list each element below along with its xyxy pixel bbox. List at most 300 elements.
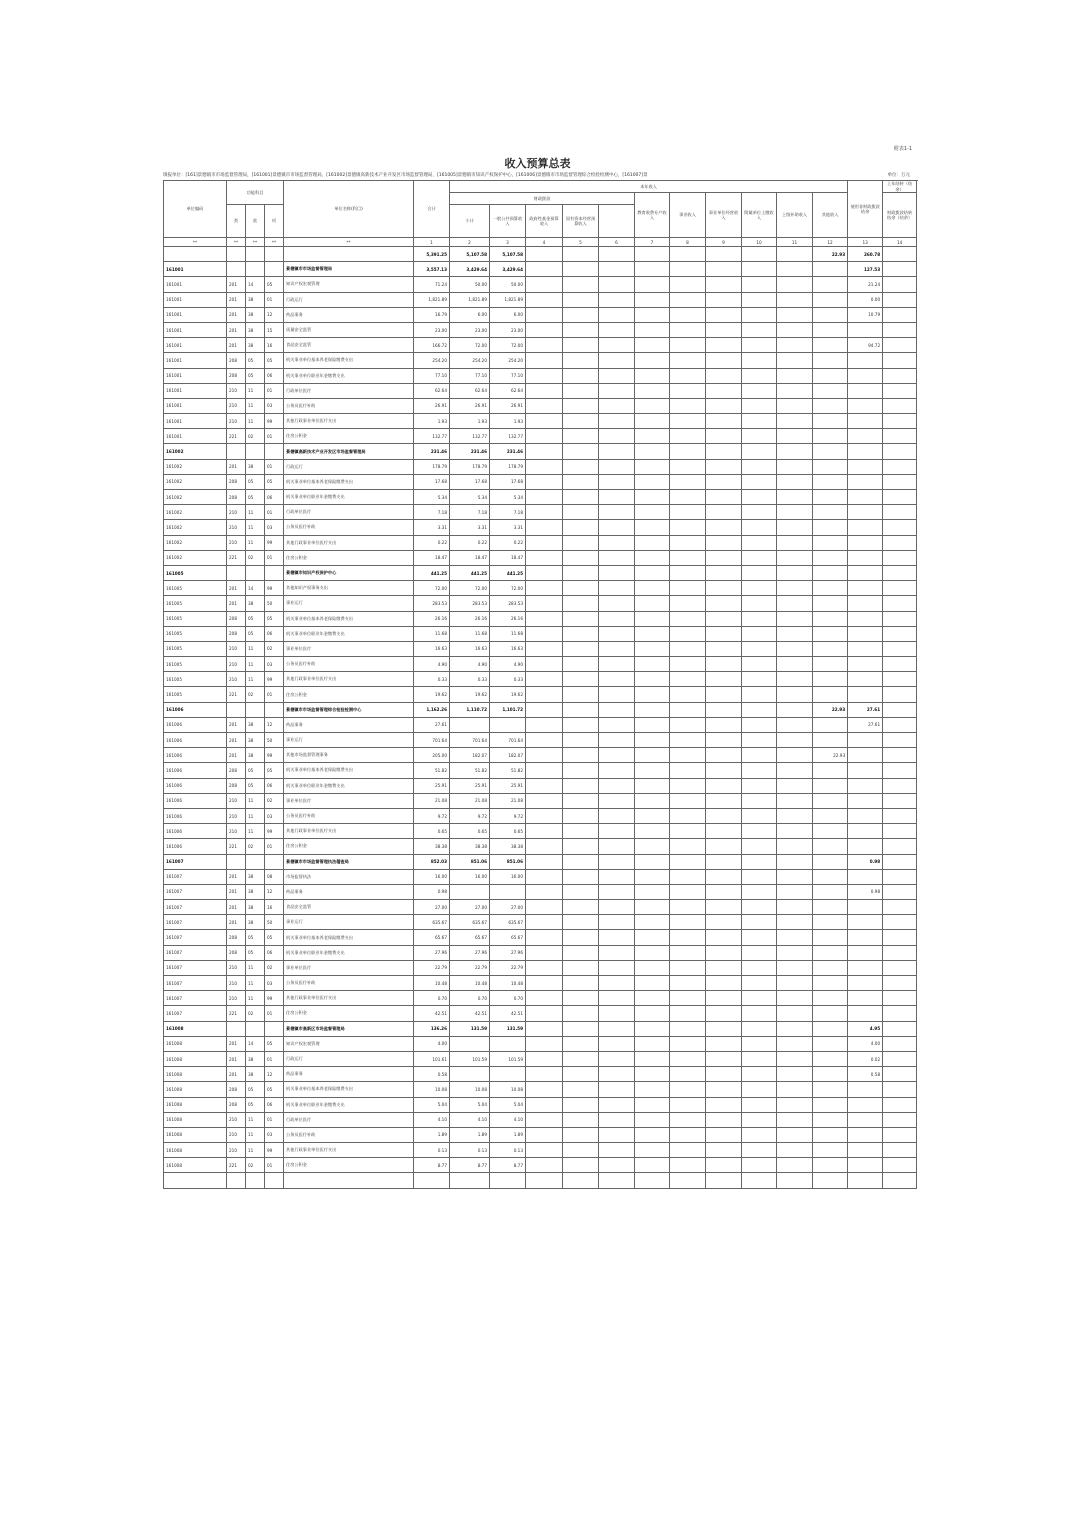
subtotal-cell: 851.06 bbox=[450, 854, 490, 869]
empty-cell bbox=[742, 322, 777, 337]
empty-cell bbox=[777, 459, 813, 474]
empty-cell bbox=[670, 915, 706, 930]
lei-cell: 221 bbox=[227, 1158, 246, 1173]
reserve-cell bbox=[813, 383, 848, 398]
kuan-cell: 38 bbox=[246, 338, 265, 353]
general-cell: 3.31 bbox=[490, 520, 526, 535]
empty-cell bbox=[635, 596, 670, 611]
index-cell: ** bbox=[284, 238, 414, 247]
empty-cell bbox=[599, 657, 635, 672]
unit-row bbox=[164, 854, 917, 869]
empty-cell bbox=[635, 1127, 670, 1142]
table-row bbox=[164, 793, 917, 808]
empty-cell bbox=[670, 338, 706, 353]
empty-cell bbox=[526, 641, 563, 656]
table-row bbox=[164, 398, 917, 413]
empty-cell bbox=[599, 338, 635, 353]
general-cell: 0.70 bbox=[490, 991, 526, 1006]
empty-cell bbox=[883, 657, 917, 672]
empty-cell bbox=[706, 1021, 742, 1036]
empty-cell bbox=[706, 793, 742, 808]
total-cell: 205.00 bbox=[414, 748, 450, 763]
reserve-cell bbox=[813, 490, 848, 505]
unit-code-cell: 161001 bbox=[164, 414, 227, 429]
xiang-cell bbox=[265, 1021, 284, 1036]
subtotal-cell: 50.00 bbox=[450, 277, 490, 292]
name-cell: 行政运行 bbox=[284, 1051, 414, 1066]
empty-cell bbox=[670, 854, 706, 869]
empty-cell bbox=[742, 338, 777, 353]
fin-carry-cell bbox=[848, 960, 883, 975]
lei-cell: 210 bbox=[227, 641, 246, 656]
xiang-cell: 01 bbox=[265, 505, 284, 520]
general-cell: 22.79 bbox=[490, 960, 526, 975]
general-cell: 77.10 bbox=[490, 368, 526, 383]
empty-cell bbox=[777, 505, 813, 520]
empty-cell bbox=[563, 520, 599, 535]
unit-code-cell: 161006 bbox=[164, 733, 227, 748]
name-cell: 公务员医疗补助 bbox=[284, 1127, 414, 1142]
subtotal-cell bbox=[450, 1067, 490, 1082]
general-cell: 8.77 bbox=[490, 1158, 526, 1173]
total-cell: 21.08 bbox=[414, 793, 450, 808]
kuan-cell: 38 bbox=[246, 322, 265, 337]
subtotal-cell: 22.79 bbox=[450, 960, 490, 975]
lei-cell bbox=[227, 262, 246, 277]
header-lei: 类 bbox=[227, 205, 246, 238]
empty-cell bbox=[777, 960, 813, 975]
index-cell: 8 bbox=[670, 238, 706, 247]
empty-cell bbox=[599, 565, 635, 580]
empty-cell bbox=[635, 262, 670, 277]
empty-cell bbox=[883, 398, 917, 413]
xiang-cell: 05 bbox=[265, 930, 284, 945]
total-row bbox=[164, 247, 917, 262]
general-cell: 0.13 bbox=[490, 1143, 526, 1158]
empty-cell bbox=[706, 1143, 742, 1158]
empty-cell bbox=[777, 1051, 813, 1066]
total-cell: 231.46 bbox=[414, 444, 450, 459]
lei-cell bbox=[227, 1021, 246, 1036]
empty-cell bbox=[526, 565, 563, 580]
empty-cell bbox=[526, 824, 563, 839]
fin-carry-cell bbox=[848, 626, 883, 641]
reserve-cell bbox=[813, 854, 848, 869]
empty-cell bbox=[742, 535, 777, 550]
total-cell: 1.89 bbox=[414, 1127, 450, 1142]
lei-cell: 208 bbox=[227, 945, 246, 960]
reserve-cell bbox=[813, 793, 848, 808]
table-row bbox=[164, 383, 917, 398]
empty-cell bbox=[777, 687, 813, 702]
header-state-capital: 国有资本经营预算收入 bbox=[563, 205, 599, 238]
total-cell: 9.72 bbox=[414, 808, 450, 823]
fin-carry-cell bbox=[848, 930, 883, 945]
empty-cell bbox=[599, 490, 635, 505]
total-cell: 27.96 bbox=[414, 945, 450, 960]
general-cell: 72.00 bbox=[490, 581, 526, 596]
empty-cell bbox=[563, 398, 599, 413]
unit-row bbox=[164, 444, 917, 459]
unit-code-cell: 161006 bbox=[164, 839, 227, 854]
total-amount: 5,391.25 bbox=[414, 247, 450, 262]
kuan-cell: 05 bbox=[246, 763, 265, 778]
fin-carry-cell bbox=[848, 1112, 883, 1127]
empty-cell bbox=[742, 976, 777, 991]
empty-cell bbox=[742, 839, 777, 854]
total-cell: 701.64 bbox=[414, 733, 450, 748]
kuan-cell: 02 bbox=[246, 839, 265, 854]
empty-cell bbox=[670, 1158, 706, 1173]
name-cell: 住房公积金 bbox=[284, 687, 414, 702]
general-cell bbox=[490, 1067, 526, 1082]
empty-cell bbox=[635, 763, 670, 778]
empty-cell bbox=[599, 1143, 635, 1158]
name-cell: 其他行政事业单位医疗支出 bbox=[284, 535, 414, 550]
name-cell: 行政运行 bbox=[284, 292, 414, 307]
total-cell: 65.67 bbox=[414, 930, 450, 945]
empty-cell bbox=[563, 869, 599, 884]
fin-carry-cell bbox=[848, 353, 883, 368]
empty-cell bbox=[777, 808, 813, 823]
empty-cell bbox=[742, 444, 777, 459]
xiang-cell: 05 bbox=[265, 1082, 284, 1097]
lei-cell: 210 bbox=[227, 535, 246, 550]
subtotal-cell: 283.53 bbox=[450, 596, 490, 611]
fin-carry-cell: 0.58 bbox=[848, 1067, 883, 1082]
name-cell: 机关事业单位职业年金缴费支出 bbox=[284, 490, 414, 505]
header-subsidiary: 附属单位上缴收入 bbox=[742, 193, 777, 238]
general-cell: 283.53 bbox=[490, 596, 526, 611]
table-row bbox=[164, 930, 917, 945]
reserve-cell bbox=[813, 945, 848, 960]
index-cell: ** bbox=[227, 238, 246, 247]
empty-cell bbox=[883, 884, 917, 899]
empty-cell bbox=[742, 474, 777, 489]
unit-code-cell: 161008 bbox=[164, 1158, 227, 1173]
empty-cell bbox=[526, 1127, 563, 1142]
unit-row bbox=[164, 565, 917, 580]
reserve-cell bbox=[813, 915, 848, 930]
kuan-cell: 05 bbox=[246, 1097, 265, 1112]
kuan-cell: 38 bbox=[246, 596, 265, 611]
index-cell: 3 bbox=[490, 238, 526, 247]
kuan-cell: 05 bbox=[246, 930, 265, 945]
name-cell: 事业单位医疗 bbox=[284, 641, 414, 656]
lei-cell: 210 bbox=[227, 808, 246, 823]
total-cell: 1,162.26 bbox=[414, 702, 450, 717]
unit-code-cell: 161005 bbox=[164, 611, 227, 626]
reserve-cell bbox=[813, 839, 848, 854]
empty-cell bbox=[563, 884, 599, 899]
empty-cell bbox=[526, 748, 563, 763]
reserve-cell bbox=[813, 505, 848, 520]
empty-cell bbox=[526, 793, 563, 808]
unit-code-cell: 161002 bbox=[164, 459, 227, 474]
subtotal-cell: 0.65 bbox=[450, 824, 490, 839]
fin-carry-cell bbox=[848, 748, 883, 763]
unit-code-cell: 161005 bbox=[164, 687, 227, 702]
total-cell: 0.65 bbox=[414, 824, 450, 839]
subtotal-cell: 21.08 bbox=[450, 793, 490, 808]
empty-cell bbox=[670, 1006, 706, 1021]
empty-cell bbox=[526, 611, 563, 626]
lei-cell: 201 bbox=[227, 338, 246, 353]
empty-cell bbox=[742, 353, 777, 368]
unit-code-cell: 161001 bbox=[164, 292, 227, 307]
general-cell: 11.68 bbox=[490, 626, 526, 641]
empty-cell bbox=[742, 763, 777, 778]
total-cell: 10.48 bbox=[414, 976, 450, 991]
kuan-cell: 38 bbox=[246, 307, 265, 322]
reserve-cell bbox=[813, 414, 848, 429]
xiang-cell: 06 bbox=[265, 368, 284, 383]
lei-cell: 201 bbox=[227, 717, 246, 732]
lei-cell bbox=[227, 444, 246, 459]
kuan-cell: 05 bbox=[246, 626, 265, 641]
lei-cell: 210 bbox=[227, 1143, 246, 1158]
empty-cell bbox=[883, 520, 917, 535]
empty-cell bbox=[635, 459, 670, 474]
empty-cell bbox=[706, 702, 742, 717]
empty-cell bbox=[599, 945, 635, 960]
empty-cell bbox=[526, 854, 563, 869]
empty-cell bbox=[883, 763, 917, 778]
kuan-cell: 38 bbox=[246, 717, 265, 732]
fin-carry-cell bbox=[848, 1127, 883, 1142]
name-cell: 药品事务 bbox=[284, 884, 414, 899]
empty-cell bbox=[742, 550, 777, 565]
kuan-cell: 38 bbox=[246, 1067, 265, 1082]
empty-cell bbox=[742, 1097, 777, 1112]
empty-cell bbox=[883, 1067, 917, 1082]
empty-cell bbox=[635, 1158, 670, 1173]
empty-cell bbox=[599, 930, 635, 945]
empty-cell bbox=[777, 869, 813, 884]
empty-cell bbox=[563, 1173, 599, 1188]
unit-code-cell: 161001 bbox=[164, 429, 227, 444]
fin-carry-cell bbox=[848, 596, 883, 611]
subtotal-cell: 27.00 bbox=[450, 900, 490, 915]
reserve-cell bbox=[813, 565, 848, 580]
kuan-cell: 38 bbox=[246, 292, 265, 307]
empty-cell bbox=[526, 1112, 563, 1127]
general-cell: 9.72 bbox=[490, 808, 526, 823]
empty-cell bbox=[742, 991, 777, 1006]
empty-cell bbox=[777, 292, 813, 307]
kuan-cell: 05 bbox=[246, 353, 265, 368]
reserve-cell bbox=[813, 353, 848, 368]
header-total: 合计 bbox=[414, 181, 450, 238]
empty-cell bbox=[706, 657, 742, 672]
empty-cell bbox=[883, 490, 917, 505]
name-cell: 药品事务 bbox=[284, 307, 414, 322]
empty-cell bbox=[777, 1036, 813, 1051]
total-cell: 26.16 bbox=[414, 611, 450, 626]
total-cell: 71.24 bbox=[414, 277, 450, 292]
empty-cell bbox=[706, 763, 742, 778]
table-row bbox=[164, 292, 917, 307]
general-cell: 254.20 bbox=[490, 353, 526, 368]
lei-cell: 201 bbox=[227, 277, 246, 292]
name-cell: 住房公积金 bbox=[284, 839, 414, 854]
empty-cell bbox=[526, 383, 563, 398]
reserve-cell bbox=[813, 611, 848, 626]
name-cell: 知识产权宏观管理 bbox=[284, 1036, 414, 1051]
empty-cell bbox=[635, 991, 670, 1006]
fin-carry-cell bbox=[848, 1158, 883, 1173]
subtotal-cell: 72.00 bbox=[450, 581, 490, 596]
empty-cell bbox=[706, 1036, 742, 1051]
reserve-cell bbox=[813, 824, 848, 839]
fin-carry-cell bbox=[848, 808, 883, 823]
empty-cell bbox=[635, 1082, 670, 1097]
empty-cell bbox=[526, 839, 563, 854]
empty-cell bbox=[670, 277, 706, 292]
name-cell: 其他知识产权事务支出 bbox=[284, 581, 414, 596]
fin-carry-cell bbox=[848, 490, 883, 505]
general-cell: 3,429.64 bbox=[490, 262, 526, 277]
empty-cell bbox=[883, 808, 917, 823]
table-row bbox=[164, 353, 917, 368]
lei-cell: 201 bbox=[227, 292, 246, 307]
index-cell: 11 bbox=[777, 238, 813, 247]
empty-cell bbox=[706, 1006, 742, 1021]
xiang-cell: 03 bbox=[265, 398, 284, 413]
xiang-cell: 01 bbox=[265, 839, 284, 854]
index-cell: 7 bbox=[635, 238, 670, 247]
xiang-cell: 06 bbox=[265, 490, 284, 505]
total-cell: 441.25 bbox=[414, 565, 450, 580]
empty-cell bbox=[777, 1112, 813, 1127]
empty-cell bbox=[777, 884, 813, 899]
empty-cell bbox=[526, 915, 563, 930]
empty-cell bbox=[599, 1112, 635, 1127]
fin-carry-cell bbox=[848, 778, 883, 793]
xiang-cell: 06 bbox=[265, 626, 284, 641]
general-cell: 1.89 bbox=[490, 1127, 526, 1142]
empty-cell bbox=[635, 717, 670, 732]
empty-cell bbox=[777, 657, 813, 672]
kuan-cell: 11 bbox=[246, 398, 265, 413]
empty-cell bbox=[670, 930, 706, 945]
reserve-cell bbox=[813, 535, 848, 550]
empty-cell bbox=[706, 490, 742, 505]
empty-cell bbox=[670, 429, 706, 444]
unit-code-cell: 161008 bbox=[164, 1036, 227, 1051]
empty-cell bbox=[635, 429, 670, 444]
empty-cell bbox=[670, 398, 706, 413]
empty-cell bbox=[883, 535, 917, 550]
empty-cell bbox=[563, 535, 599, 550]
unit-code-cell: 161005 bbox=[164, 657, 227, 672]
subtotal-cell: 3.31 bbox=[450, 520, 490, 535]
empty-cell bbox=[526, 1006, 563, 1021]
kuan-cell bbox=[246, 854, 265, 869]
name-cell: 机关事业单位职业年金缴费支出 bbox=[284, 945, 414, 960]
xiang-cell: 03 bbox=[265, 976, 284, 991]
index-cell: 12 bbox=[813, 238, 848, 247]
lei-cell: 208 bbox=[227, 930, 246, 945]
empty-cell bbox=[670, 793, 706, 808]
kuan-cell: 38 bbox=[246, 869, 265, 884]
subtotal-cell: 1,110.72 bbox=[450, 702, 490, 717]
unit-code-cell: 161001 bbox=[164, 262, 227, 277]
unit-code-cell: 161001 bbox=[164, 353, 227, 368]
empty-cell bbox=[526, 520, 563, 535]
empty-cell bbox=[599, 960, 635, 975]
total-cell: 852.03 bbox=[414, 854, 450, 869]
empty-cell bbox=[563, 1021, 599, 1036]
empty-cell bbox=[706, 459, 742, 474]
unit-code-cell: 161001 bbox=[164, 322, 227, 337]
kuan-cell: 02 bbox=[246, 1158, 265, 1173]
total-cell: 42.51 bbox=[414, 1006, 450, 1021]
kuan-cell bbox=[246, 702, 265, 717]
lei-cell: 210 bbox=[227, 383, 246, 398]
name-cell: 景德镇市高新区市场监督管理局 bbox=[284, 1021, 414, 1036]
empty-cell bbox=[777, 717, 813, 732]
empty-cell bbox=[777, 900, 813, 915]
subtotal-cell: 0.22 bbox=[450, 535, 490, 550]
empty-cell bbox=[635, 1112, 670, 1127]
empty-cell bbox=[526, 277, 563, 292]
fin-carry-cell: 27.61 bbox=[848, 717, 883, 732]
empty-cell bbox=[563, 505, 599, 520]
empty-cell bbox=[635, 307, 670, 322]
empty-cell bbox=[635, 565, 670, 580]
empty-cell bbox=[599, 991, 635, 1006]
empty-cell bbox=[706, 368, 742, 383]
empty-cell bbox=[883, 277, 917, 292]
table-row bbox=[164, 915, 917, 930]
empty-cell bbox=[563, 763, 599, 778]
name-cell: 机关事业单位职业年金缴费支出 bbox=[284, 626, 414, 641]
empty-cell bbox=[670, 717, 706, 732]
kuan-cell: 11 bbox=[246, 414, 265, 429]
empty-cell bbox=[635, 733, 670, 748]
table-row bbox=[164, 1158, 917, 1173]
empty-cell bbox=[526, 763, 563, 778]
header-func-code: 功能科目 bbox=[227, 181, 284, 205]
xiang-cell: 02 bbox=[265, 793, 284, 808]
fin-carry-cell: 0.02 bbox=[848, 1051, 883, 1066]
reserve-cell bbox=[813, 641, 848, 656]
unit-code-cell: 161006 bbox=[164, 702, 227, 717]
reserve-cell bbox=[813, 991, 848, 1006]
total-cell: 178.79 bbox=[414, 459, 450, 474]
total-cell: 77.10 bbox=[414, 368, 450, 383]
subtotal-cell: 6.00 bbox=[450, 307, 490, 322]
empty-cell bbox=[883, 824, 917, 839]
general-cell: 23.00 bbox=[490, 322, 526, 337]
empty-cell bbox=[742, 778, 777, 793]
header-reserve: 使用非财政拨款结余 bbox=[848, 181, 883, 238]
unit-code-cell: 161002 bbox=[164, 474, 227, 489]
empty-cell bbox=[599, 687, 635, 702]
general-cell: 72.00 bbox=[490, 338, 526, 353]
unit-code-cell: 161007 bbox=[164, 930, 227, 945]
xiang-cell: 50 bbox=[265, 915, 284, 930]
general-cell: 0.33 bbox=[490, 672, 526, 687]
lei-cell: 210 bbox=[227, 991, 246, 1006]
unit-code-cell: 161008 bbox=[164, 1097, 227, 1112]
subtotal-cell: 9.72 bbox=[450, 808, 490, 823]
empty-cell bbox=[742, 824, 777, 839]
xiang-cell: 99 bbox=[265, 1143, 284, 1158]
kuan-cell: 38 bbox=[246, 915, 265, 930]
empty-cell bbox=[563, 991, 599, 1006]
